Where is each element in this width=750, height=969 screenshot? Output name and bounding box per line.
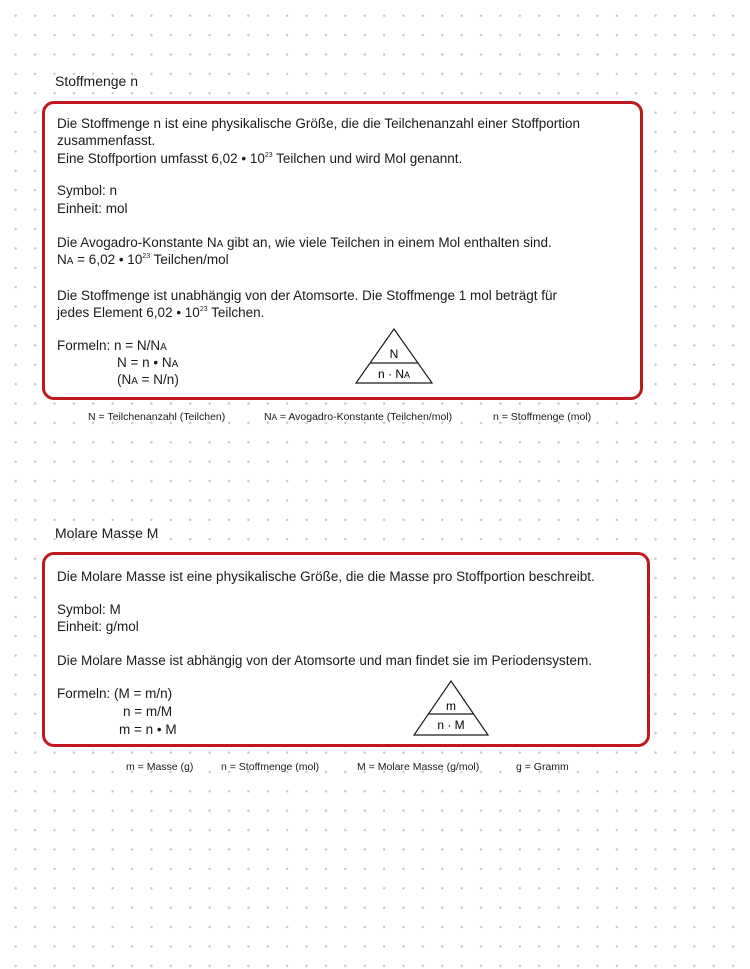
legend-stoffmenge-2: n = Stoffmenge (mol)	[221, 761, 320, 773]
triangle-bottom-text: n · N	[377, 367, 404, 381]
legend-avogadro	[264, 411, 452, 423]
formula-text: N = n • N	[117, 355, 172, 370]
section-title-molare-masse: Molare Masse M	[55, 525, 159, 541]
formula-triangle-molare-masse	[411, 678, 491, 738]
legend-gramm: g = Gramm	[516, 761, 569, 773]
formula-1	[57, 338, 167, 353]
stoffmenge-definition-line2: zusammenfasst.	[57, 133, 156, 148]
na-symbol: N	[57, 252, 67, 267]
stoffmenge-symbol: Symbol: n	[57, 183, 118, 198]
legend-stoffmenge: n = Stoffmenge (mol)	[493, 411, 592, 423]
molare-masse-unit: Einheit: g/mol	[57, 619, 139, 634]
section-title-stoffmenge: Stoffmenge n	[55, 73, 139, 89]
stoffmenge-definition-line1: Die Stoffmenge n ist eine physikalische Größe, die die Teilchenanzahl einer Stoffportion	[57, 116, 581, 131]
subscript: A	[171, 359, 179, 370]
definition-text: Teilchen und wird Mol genannt.	[272, 151, 463, 166]
triangle-bottom-label	[378, 367, 410, 381]
subscript: A	[404, 370, 411, 380]
avogadro-text: gibt an, wie viele Teilchen in einem Mol enthalten sind.	[223, 235, 552, 250]
formula-text: n = N/N	[110, 338, 161, 353]
formula-3	[117, 372, 179, 387]
formula-2	[117, 355, 178, 370]
molare-masse-symbol: Symbol: M	[57, 602, 121, 617]
exponent: 23	[199, 306, 208, 313]
triangle-top-label: m	[446, 699, 456, 713]
triangle-top-label: N	[389, 347, 399, 361]
avogadro-value	[57, 252, 229, 267]
exponent: 23	[142, 253, 151, 260]
unabhaengig-line2	[57, 305, 264, 320]
triangle-bottom-label: n · M	[437, 718, 465, 732]
legend-text: N	[264, 411, 272, 423]
subscript: A	[271, 413, 277, 422]
unabhaengig-line1: Die Stoffmenge ist unabhängig von der Atomsorte. Die Stoffmenge 1 mol beträgt für	[57, 288, 558, 303]
stoffmenge-box	[42, 101, 643, 400]
exponent: 23	[264, 152, 273, 159]
formula-triangle-stoffmenge	[353, 326, 435, 386]
subscript: A	[131, 376, 138, 387]
molare-masse-definition: Die Molare Masse ist eine physikalische Größe, die die Masse pro Stoffportion beschreibt.	[57, 569, 595, 584]
molare-masse-box	[42, 552, 650, 747]
formula-text: = N/n)	[137, 372, 179, 387]
stoffmenge-unit: Einheit: mol	[57, 201, 128, 216]
avogadro-text: Die Avogadro-Konstante N	[57, 235, 217, 250]
formula-text: (N	[117, 372, 132, 387]
definition-text: Eine Stoffportion umfasst 6,02 • 10	[57, 151, 265, 166]
formula-n: n = m/M	[123, 704, 173, 719]
stoffmenge-definition-line3	[57, 151, 462, 166]
legend-masse: m = Masse (g)	[126, 761, 194, 773]
formula-m: Formeln: (M = m/n)	[57, 686, 173, 701]
avogadro-definition	[57, 235, 552, 250]
subscript: A	[216, 239, 224, 250]
subscript: A	[160, 342, 167, 353]
molare-masse-dependency: Die Molare Masse ist abhängig von der Atomsorte und man findet sie im Periodensystem.	[57, 653, 593, 668]
legend-molare-masse: M = Molare Masse (g/mol)	[357, 761, 480, 773]
legend-teilchenanzahl: N = Teilchenanzahl (Teilchen)	[88, 411, 226, 423]
legend-text: = Avogadro-Konstante (Teilchen/mol)	[276, 411, 453, 423]
formula-mass: m = n • M	[119, 722, 177, 737]
subscript: A	[66, 256, 74, 267]
formula-label: Formeln:	[57, 338, 111, 353]
na-value: = 6,02 • 10	[73, 252, 143, 267]
unabhaengig-text: Teilchen.	[207, 305, 265, 320]
na-unit: Teilchen/mol	[150, 252, 229, 267]
unabhaengig-text: jedes Element 6,02 • 10	[57, 305, 200, 320]
